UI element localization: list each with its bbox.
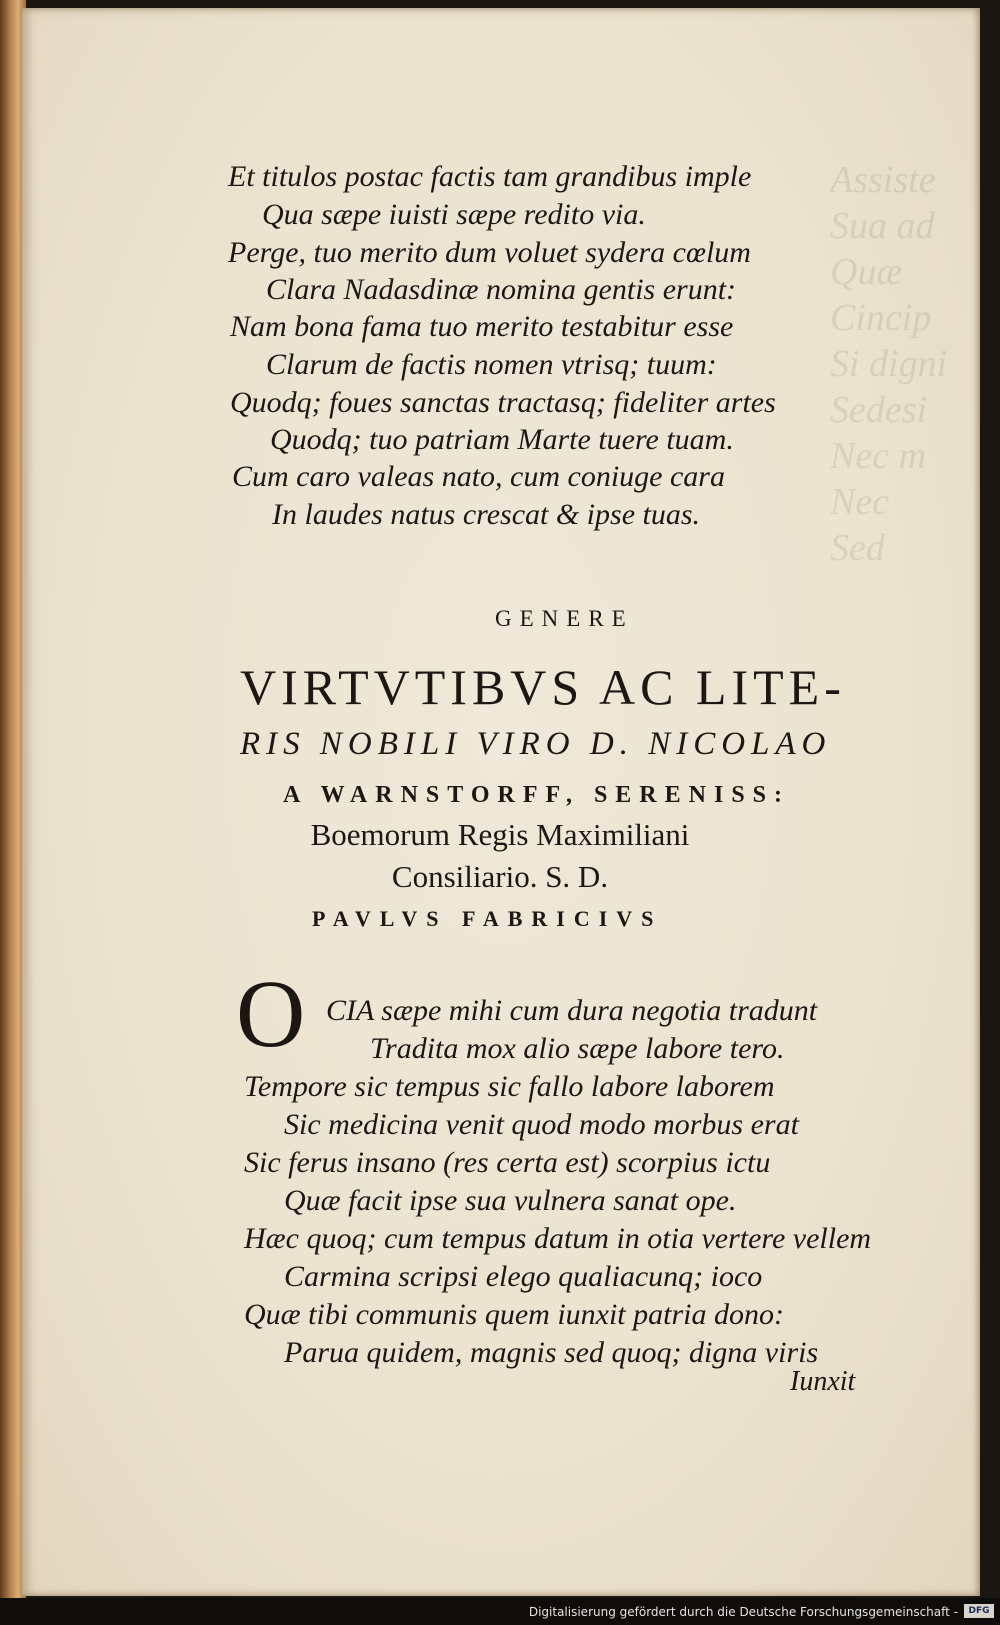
- heading-genere: GENERE: [495, 606, 634, 631]
- verse-line: Perge, tuo merito dum voluet sydera cœlum: [228, 236, 751, 269]
- verse-line: In laudes natus crescat & ipse tuas.: [272, 498, 701, 531]
- verse-line: Hæc quoq; cum tempus datum in otia vertere vellem: [244, 1222, 872, 1255]
- verse-line: Carmina scripsi elego qualiacunq; ioco: [284, 1260, 763, 1293]
- author-name: PAVLVS FABRICIVS: [312, 906, 663, 931]
- verse-line: Parua quidem, magnis sed quoq; digna viris: [284, 1336, 819, 1369]
- verse-line: Clara Nadasdinæ nomina gentis erunt:: [266, 273, 737, 306]
- verse-line: Et titulos postac factis tam grandibus imple: [228, 160, 752, 193]
- drop-cap: O: [236, 960, 306, 1067]
- dfg-logo-icon: DFG: [964, 1604, 994, 1618]
- digitization-footer: [0, 1598, 1000, 1625]
- verse-line: Tempore sic tempus sic fallo labore laborem: [244, 1070, 775, 1103]
- heading-warnstorff: A WARNSTORFF, SERENISS:: [283, 782, 791, 808]
- verse-line: Sic medicina venit quod modo morbus erat: [284, 1108, 799, 1141]
- verse-line: Qua sæpe iuisti sæpe redito via.: [262, 198, 646, 231]
- verse-line: Cum caro valeas nato, cum coniuge cara: [232, 460, 725, 493]
- verse-line: Clarum de factis nomen vtrisq; tuum:: [266, 348, 717, 381]
- verse-line: Quodq; foues sanctas tractasq; fideliter artes: [230, 386, 776, 419]
- heading-main: VIRTVTIBVS AC LITE-: [240, 659, 846, 715]
- verse-line: Quodq; tuo patriam Marte tuere tuam.: [270, 423, 734, 456]
- verse-line: Sic ferus insano (res certa est) scorpius ictu: [244, 1146, 771, 1179]
- verse-line: Nam bona fama tuo merito testabitur esse: [230, 310, 734, 343]
- verse-line: Quæ tibi communis quem iunxit patria dono:: [244, 1298, 784, 1331]
- heading-consiliario: Consiliario. S. D.: [391, 859, 609, 894]
- catchword: Iunxit: [790, 1366, 856, 1397]
- heading-title-lines: [0, 814, 1000, 898]
- heading-dedicatee: RIS NOBILI VIRO D. NICOLAO: [240, 726, 832, 762]
- verse-line: Tradita mox alio sæpe labore tero.: [370, 1032, 785, 1065]
- verse-line: CIA sæpe mihi cum dura negotia tradunt: [326, 994, 818, 1027]
- footer-credit: Digitalisierung gefördert durch die Deutsche Forschungsgemeinschaft -: [528, 1605, 958, 1619]
- verse-line: Quæ facit ipse sua vulnera sanat ope.: [284, 1184, 737, 1217]
- heading-regis: Boemorum Regis Maximiliani: [310, 817, 690, 852]
- show-through-text: Assiste Sua ad Quæ Cincip Si digni Sedesi Nec m Nec Sed: [830, 159, 948, 569]
